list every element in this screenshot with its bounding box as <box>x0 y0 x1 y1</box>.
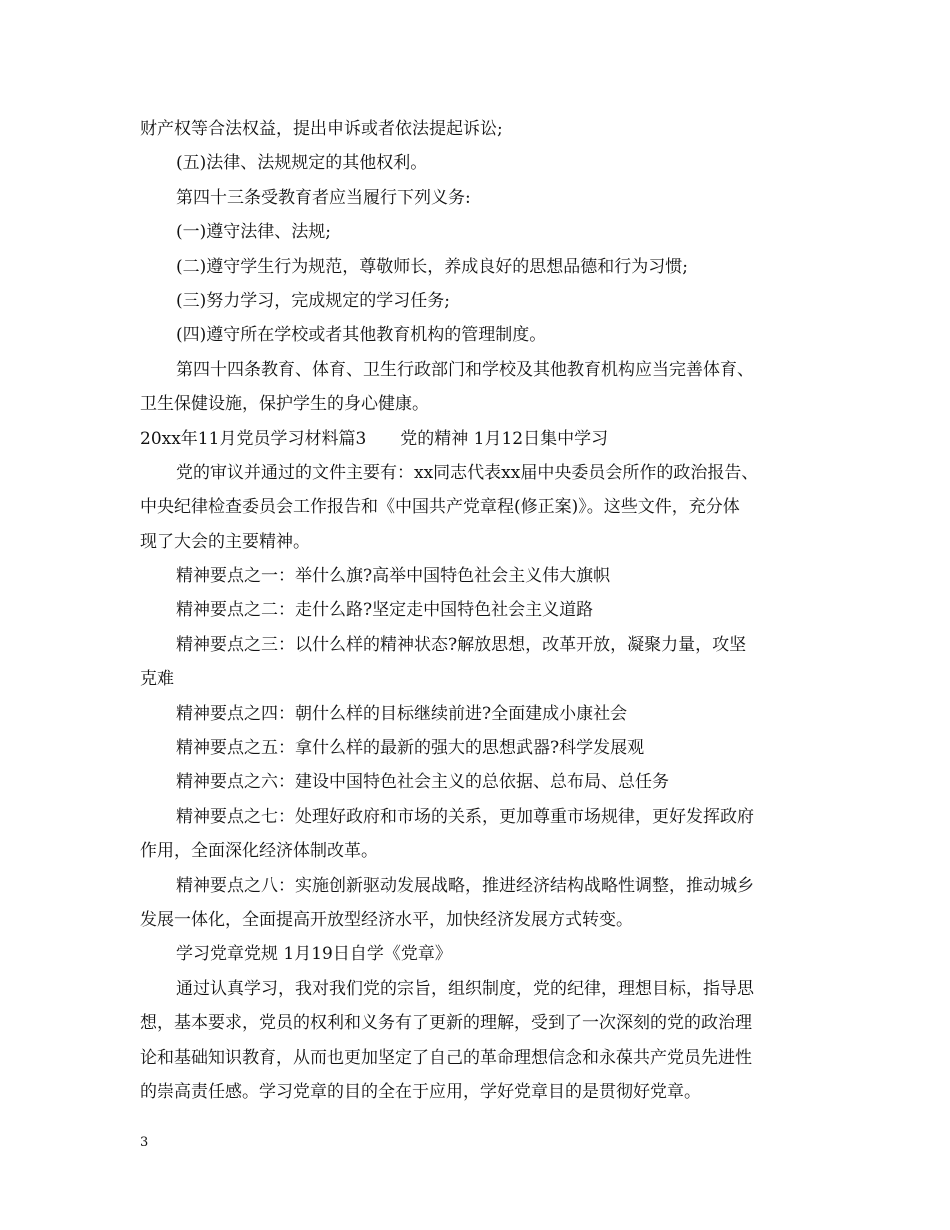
text-line: (五)法律、法规规定的其他权利。 <box>176 153 428 174</box>
text-line: 第四十三条受教育者应当履行下列义务: <box>176 187 471 208</box>
text-line: 第四十四条教育、体育、卫生行政部门和学校及其他教育机构应当完善体育、 <box>176 359 754 380</box>
text-line: 财产权等合法权益，提出申诉或者依法提起诉讼; <box>140 119 503 139</box>
text-line: 精神要点之四：朝什么样的目标继续前进?全面建成小康社会 <box>176 703 628 724</box>
text-line: 精神要点之五：拿什么样的最新的强大的思想武器?科学发展观 <box>176 738 645 759</box>
text-line: 精神要点之七：处理好政府和市场的关系，更加尊重市场规律，更好发挥政府 <box>176 806 754 827</box>
text-line: (一)遵守法律、法规; <box>176 222 331 243</box>
text-line: 的崇高责任感。学习党章的目的全在于应用，学好党章目的是贯彻好党章。 <box>140 1081 701 1102</box>
section-heading: 20xx年11月党员学习材料篇3 党的精神 1月12日集中学习 <box>140 428 609 449</box>
text-line: (四)遵守所在学校或者其他教育机构的管理制度。 <box>176 325 547 346</box>
text-line: 想，基本要求，党员的权利和义务有了更新的理解，受到了一次深刻的党的政治理 <box>140 1013 752 1034</box>
text-line: 精神要点之三：以什么样的精神状态?解放思想，改革开放，凝聚力量，攻坚 <box>176 634 747 655</box>
text-line: 学习党章党规 1月19日自学《党章》 <box>176 944 452 965</box>
text-line: 现了大会的主要精神。 <box>140 531 310 552</box>
document-body <box>140 112 820 1109</box>
page-number: 3 <box>140 1135 149 1150</box>
text-line: 精神要点之六：建设中国特色社会主义的总依据、总布局、总任务 <box>176 772 669 793</box>
text-line: 克难 <box>140 669 174 690</box>
text-line: 论和基础知识教育，从而也更加坚定了自己的革命理想信念和永葆共产党员先进性 <box>140 1047 752 1068</box>
text-line: 精神要点之八：实施创新驱动发展战略，推进经济结构战略性调整，推动城乡 <box>176 875 754 896</box>
text-line: 精神要点之一：举什么旗?高举中国特色社会主义伟大旗帜 <box>176 566 611 587</box>
text-line: 中央纪律检查委员会工作报告和《中国共产党章程(修正案)》。这些文件，充分体 <box>140 497 740 518</box>
text-line: 党的审议并通过的文件主要有：xx同志代表xx届中央委员会所作的政治报告、 <box>176 462 759 483</box>
text-line: 精神要点之二：走什么路?坚定走中国特色社会主义道路 <box>176 600 594 621</box>
text-line: 发展一体化，全面提高开放型经济水平，加快经济发展方式转变。 <box>140 909 633 930</box>
text-line: (三)努力学习，完成规定的学习任务; <box>176 290 450 311</box>
text-line: 卫生保健设施，保护学生的身心健康。 <box>140 394 429 415</box>
text-line: (二)遵守学生行为规范，尊敬师长，养成良好的思想品德和行为习惯; <box>176 256 688 277</box>
text-line: 作用，全面深化经济体制改革。 <box>140 841 378 862</box>
text-line: 通过认真学习，我对我们党的宗旨，组织制度，党的纪律，理想目标，指导思 <box>176 978 754 999</box>
